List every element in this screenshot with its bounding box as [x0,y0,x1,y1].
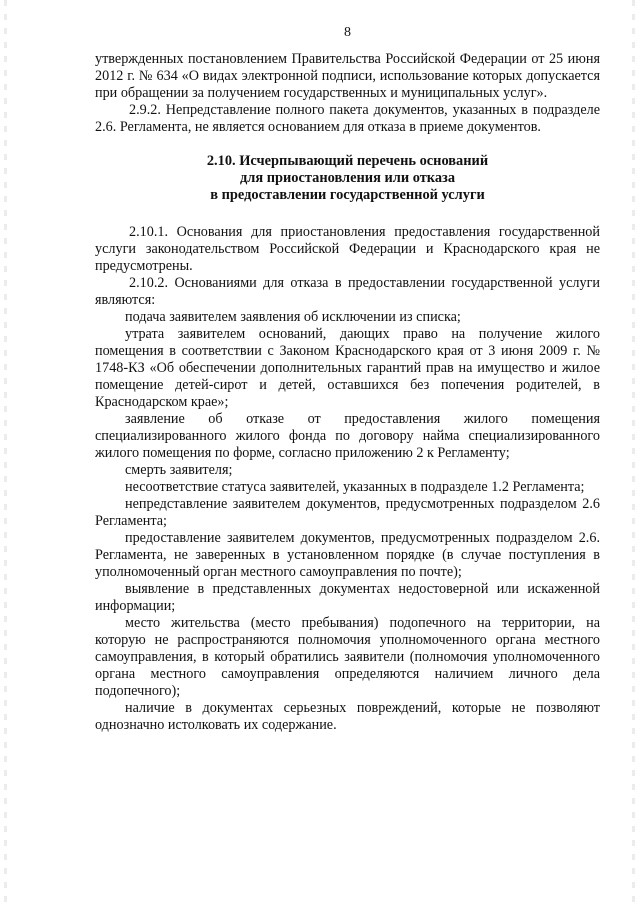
list-item: заявление об отказе от предоставления жилого помещения специализированного жилого фонда по договору найма специализированного жилого помещения по форме, согласно приложению 2 к Регламенту; [95,411,600,461]
list-item: смерть заявителя; [125,462,233,478]
page-number: 8 [344,25,351,40]
paragraph-2-10-1: 2.10.1. Основания для приостановления предоставления государственной услуги законодательством Российской Федерации и Краснодарского края не предусмотрены. [95,224,600,274]
list-item: наличие в документах серьезных повреждений, которые не позволяют однозначно истолковать их содержание. [95,700,600,733]
heading-line-2: для приостановления или отказа [239,170,456,186]
scan-edge-left [4,0,7,905]
heading-line-3: в предоставлении государственной услуги [210,187,485,203]
paragraph-2-10-2: 2.10.2. Основаниями для отказа в предоставлении государственной услуги являются: [95,275,600,308]
heading-line-1: 2.10. Исчерпывающий перечень оснований [206,153,489,169]
section-heading [95,153,600,204]
grounds-list [95,309,600,734]
list-item: утрата заявителем оснований, дающих право на получение жилого помещения в соответствии с Законом Краснодарского края от 3 июня 2009 г. № 1748-КЗ «Об обеспечении дополнительных гарантий прав на имущество и жилое помещение детей-сирот и детей, оставшихся без попечения родителей, в Краснодарском крае»; [95,326,600,410]
list-item: несоответствие статуса заявителей, указанных в подразделе 1.2 Регламента; [125,479,585,495]
list-item: выявление в представленных документах недостоверной или искаженной информации; [95,581,600,614]
list-item: место жительства (место пребывания) подопечного на территории, на которую не распространяются полномочия уполномоченного органа местного самоуправления, в который обратились заявители (полномочия уполномоченного органа местного самоуправления определяются наличием личного дела подопечного); [95,615,600,699]
paragraph-continuation: утвержденных постановлением Правительства Российской Федерации от 25 июня 2012 г. № 634 «О видах электронной подписи, использование которых допускается при обращении за получением государственных и муниципальных услуг». [95,51,600,101]
list-item: предоставление заявителем документов, предусмотренных подразделом 2.6. Регламента, не заверенных в установленном порядке (в случае поступления в уполномоченный орган местного самоуправления по почте); [95,530,600,580]
paragraph-2-9-2: 2.9.2. Непредставление полного пакета документов, указанных в подразделе 2.6. Регламента, не является основанием для отказа в приеме документов. [95,102,600,135]
list-item: подача заявителем заявления об исключении из списка; [125,309,461,325]
list-item: непредставление заявителем документов, предусмотренных подразделом 2.6 Регламента; [95,496,600,529]
scan-edge-right [632,0,635,905]
document-page [95,24,600,734]
